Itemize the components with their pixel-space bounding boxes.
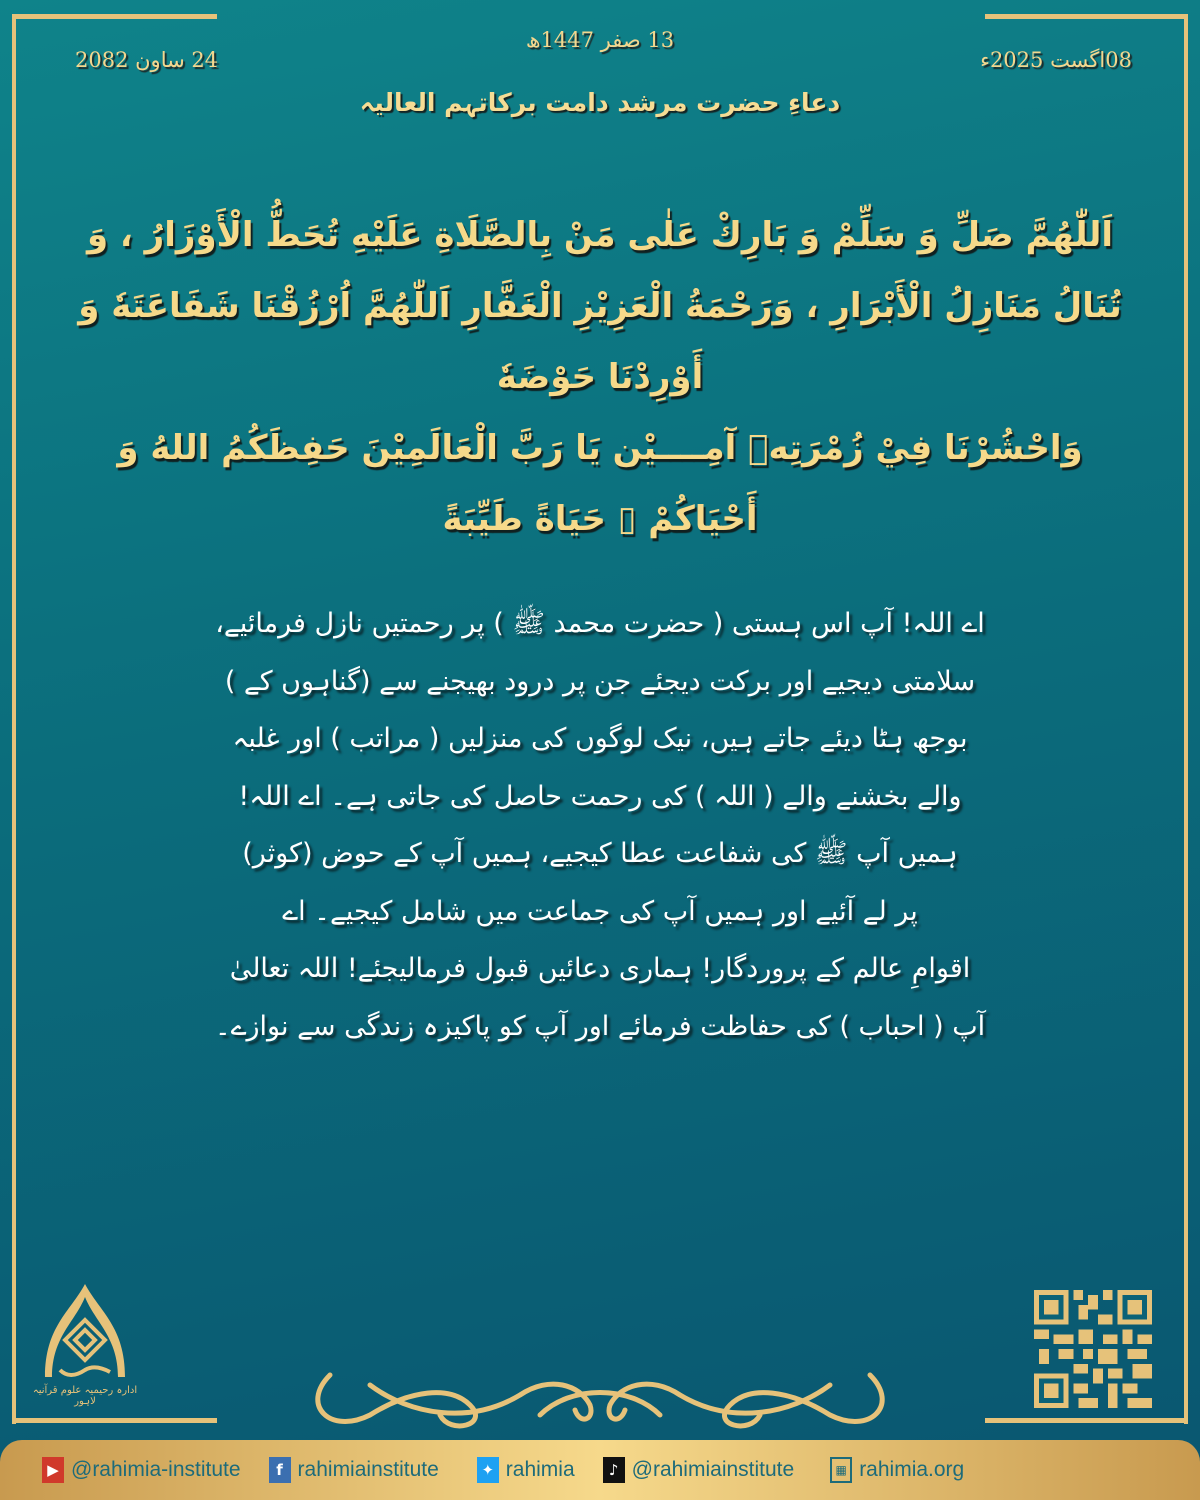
website-link[interactable] — [830, 1457, 964, 1483]
facebook-link[interactable] — [269, 1457, 439, 1483]
urdu-line: اے اللہ! آپ اس ہستی ( حضرت محمد ﷺ ) پر رحمتیں نازل فرمائیے، — [215, 608, 985, 639]
ornament-divider-icon — [300, 1365, 900, 1435]
gregorian-date: 08اگست 2025ء — [980, 48, 1132, 72]
frame-left-line — [12, 14, 16, 1424]
urdu-line: بوجھ ہٹا دیئے جاتے ہیں، نیک لوگوں کی منزلیں ( مراتب ) اور غلبہ — [232, 723, 968, 754]
urdu-line: پر لے آئیے اور ہمیں آپ کی جماعت میں شامل کیجیے۔ اے — [282, 895, 918, 927]
frame-right-line — [1184, 14, 1188, 1424]
bikrami-date: 24 ساون 2082 — [75, 48, 219, 72]
twitter-handle: rahimia — [505, 1458, 575, 1481]
urdu-line: سلامتی دیجیے اور برکت دیجئے جن پر درود بھیجنے سے (گناہوں کے ) — [224, 665, 976, 697]
twitter-icon: ✦ — [477, 1457, 499, 1483]
urdu-translation — [150, 595, 1050, 1055]
arabic-line: اَللّٰهُمَّ صَلِّ وَ سَلِّمْ وَ بَارِكْ عَلٰى مَنْ بِالصَّلَاةِ عَلَيْهِ تُحَطُّ الْأَوْزَارُ ، وَ — [86, 215, 1114, 255]
logo-subtitle: ادارہ رحیمیہ علوم قرآنیہ لاہور — [32, 1385, 138, 1407]
urdu-line: والے بخشنے والے ( اللہ ) کی رحمت حاصل کی جاتی ہے۔ اے اللہ! — [238, 780, 962, 812]
urdu-line: اقوامِ عالم کے پروردگار! ہماری دعائیں قبول فرمالیجئے! اللہ تعالیٰ — [229, 953, 971, 984]
rahimia-logo-icon — [40, 1282, 130, 1432]
urdu-line: آپ ( احباب ) کی حفاظت فرمائے اور آپ کو پاکیزہ زندگی سے نوازے۔ — [214, 1010, 986, 1042]
qr-code-icon — [1033, 1290, 1153, 1408]
hijri-date: 13 صفر 1447ھ — [525, 28, 675, 52]
youtube-handle: @rahimia-institute — [71, 1458, 241, 1481]
urdu-line: ہمیں آپ ﷺ کی شفاعت عطا کیجیے، ہمیں آپ کے حوض (کوثر) — [242, 838, 958, 869]
frame-top-right-line — [985, 14, 1188, 19]
website-url: rahimia.org — [859, 1458, 965, 1481]
tiktok-handle: @rahimiainstitute — [631, 1458, 795, 1481]
facebook-handle: rahimiainstitute — [297, 1458, 439, 1481]
twitter-link[interactable] — [477, 1457, 575, 1483]
youtube-icon: ▶ — [42, 1457, 64, 1483]
tiktok-icon: ♪ — [603, 1457, 625, 1483]
arabic-line: وَاحْشُرْنَا فِيْ زُمْرَتِهٖ آمِــــيْن يَا رَبَّ الْعَالَمِيْنَ حَفِظَكُمُ اللهُ وَ أَحْيَاكُمْ ▯ حَيَاةً طَيِّبَةً — [117, 428, 1083, 539]
arabic-prayer — [70, 200, 1130, 555]
frame-top-left-line — [12, 14, 217, 19]
arabic-line: تُنَالُ مَنَازِلُ الْأَبْرَارِ ، وَرَحْمَةُ الْعَزِيْزِ الْغَفَّارِ اَللّٰهُمَّ اُرْزُقْنَا شَفَاعَتَهٗ وَ أَوْرِدْنَا حَوْضَهٗ — [78, 286, 1122, 397]
frame-bottom-right-line — [985, 1418, 1188, 1423]
page-title: دعاءِ حضرت مرشد دامت برکاتہم العالیہ — [359, 88, 841, 117]
social-footer — [0, 1440, 1200, 1500]
website-qr-icon: ▦ — [830, 1457, 852, 1483]
youtube-link[interactable] — [42, 1457, 241, 1483]
tiktok-link[interactable] — [603, 1457, 795, 1483]
facebook-icon: f — [269, 1457, 291, 1483]
